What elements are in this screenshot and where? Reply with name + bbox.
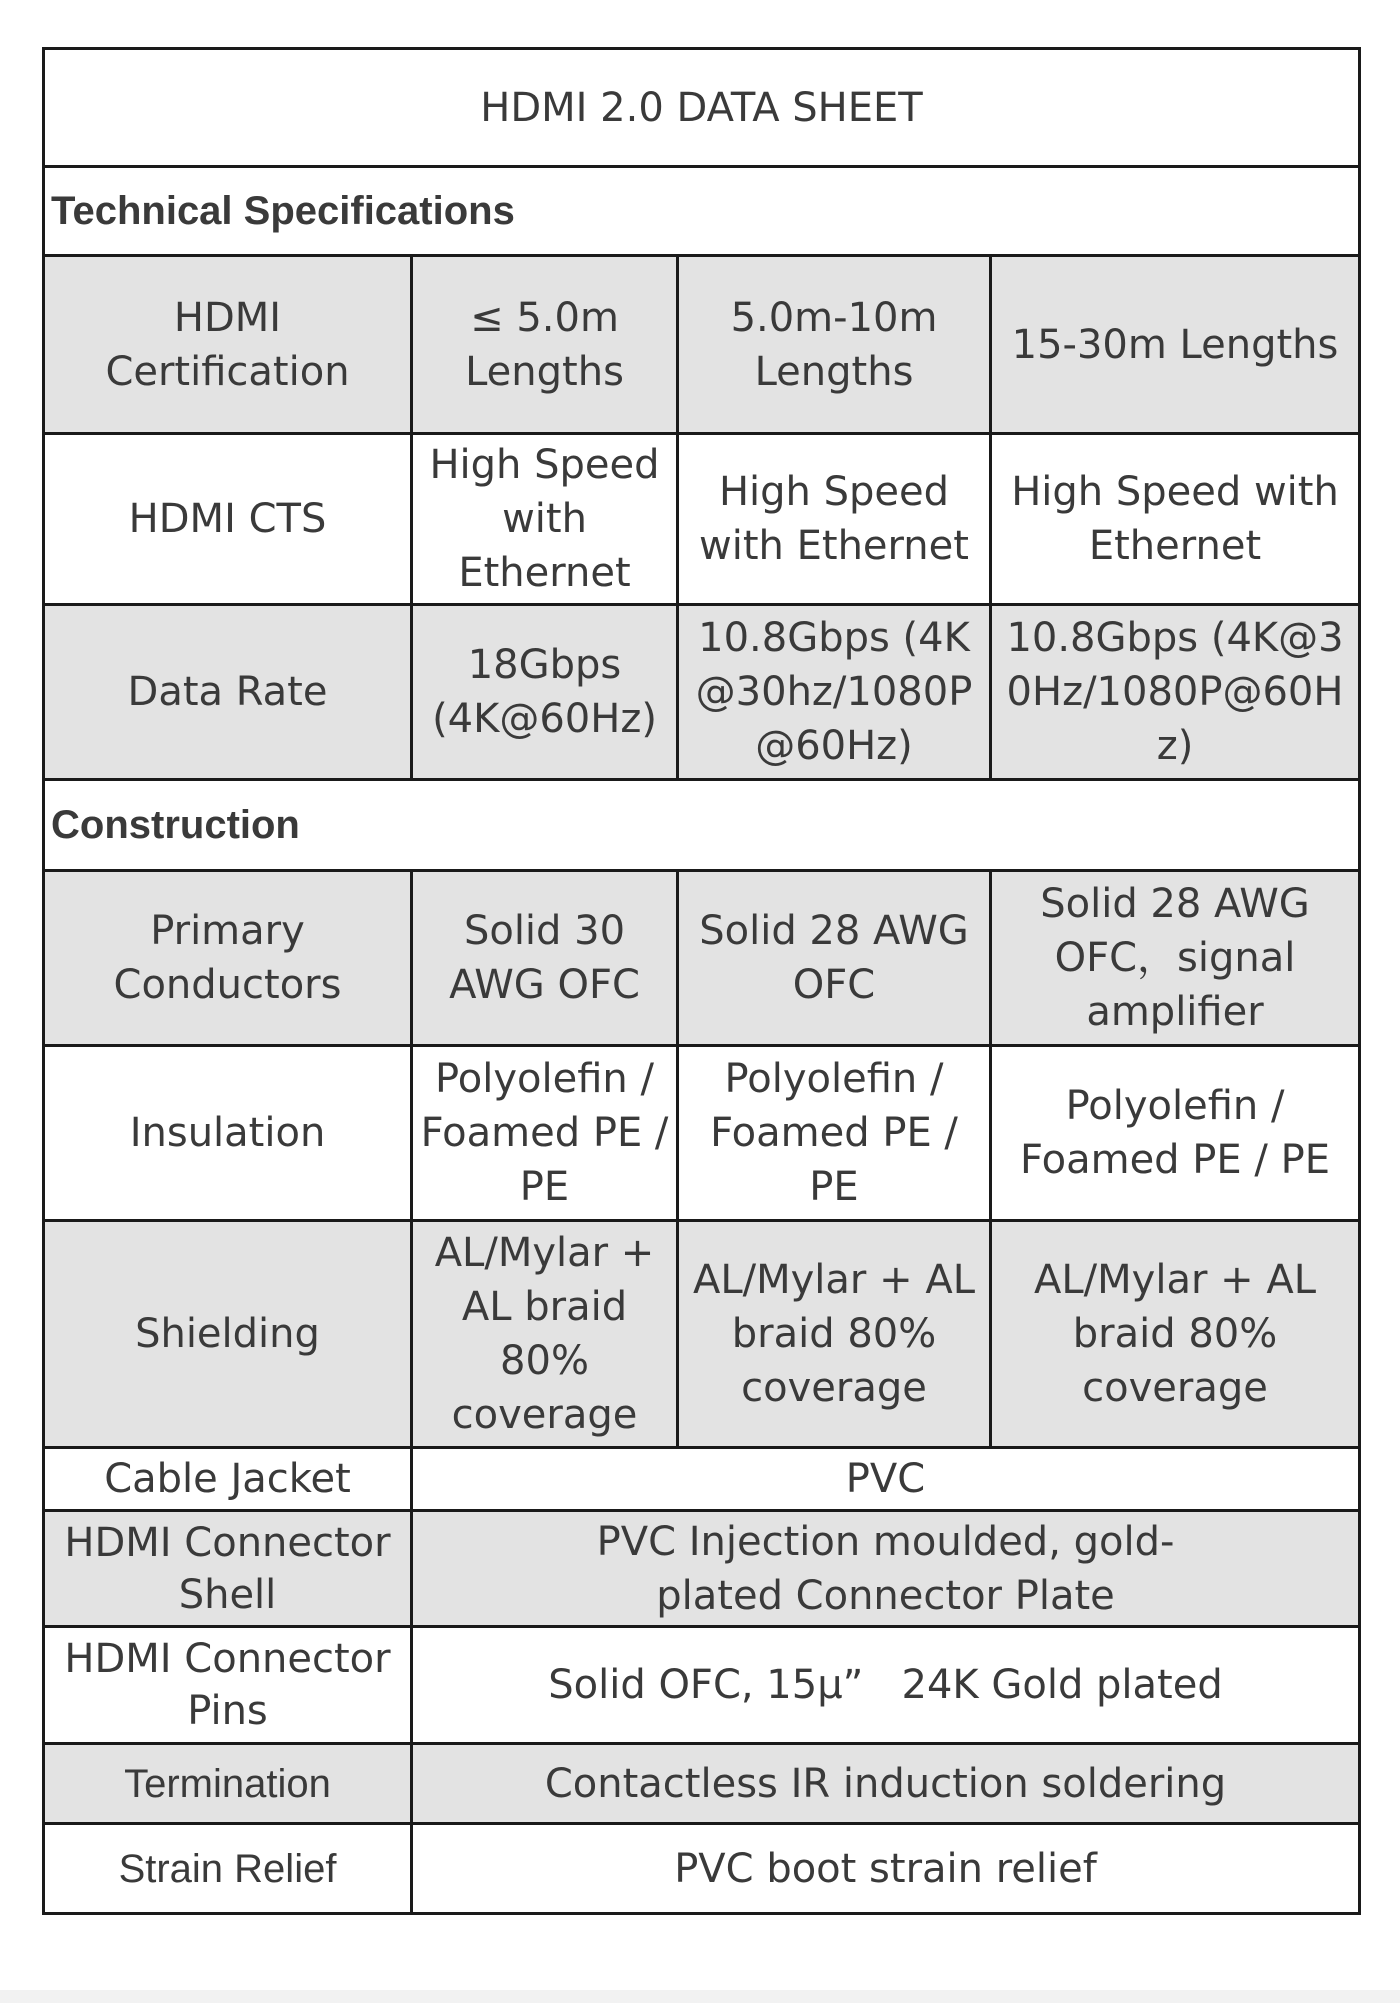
- cell-shielding-medium: AL/Mylar + AL braid 80% coverage: [678, 1221, 991, 1448]
- cell-conductors-medium: Solid 28 AWG OFC: [678, 871, 991, 1046]
- column-header-length-short: ≤ 5.0m Lengths: [412, 256, 678, 434]
- column-header-length-medium: 5.0m-10m Lengths: [678, 256, 991, 434]
- row-label-data-rate: Data Rate: [44, 605, 412, 780]
- table-row: [44, 871, 1360, 1046]
- cell-insulation-medium: Polyolefin / Foamed PE / PE: [678, 1046, 991, 1221]
- row-label-connector-shell: HDMI Connector Shell: [44, 1511, 412, 1627]
- cell-conductors-short: Solid 30 AWG OFC: [412, 871, 678, 1046]
- cell-connector-shell: PVC Injection moulded, gold-plated Connector Plate: [412, 1511, 1360, 1627]
- table-row: [44, 1221, 1360, 1448]
- column-header-length-long: 15-30m Lengths: [991, 256, 1360, 434]
- cell-insulation-short: Polyolefin / Foamed PE / PE: [412, 1046, 678, 1221]
- row-label-connector-pins: HDMI Connector Pins: [44, 1627, 412, 1744]
- row-label-termination: Termination: [44, 1744, 412, 1824]
- row-label-hdmi-certification: HDMI Certification: [44, 256, 412, 434]
- cell-conductors-long: Solid 28 AWG OFC，signal amplifier: [991, 871, 1360, 1046]
- cell-data-rate-medium: 10.8Gbps (4K@30hz/1080P@60Hz): [678, 605, 991, 780]
- table-row: [44, 1744, 1360, 1824]
- cell-data-rate-long: 10.8Gbps (4K@30Hz/1080P@60Hz): [991, 605, 1360, 780]
- table-row: [44, 1046, 1360, 1221]
- row-label-insulation: Insulation: [44, 1046, 412, 1221]
- row-label-shielding: Shielding: [44, 1221, 412, 1448]
- table-row: [44, 1511, 1360, 1627]
- table-row: [44, 256, 1360, 434]
- table-row: [44, 605, 1360, 780]
- cell-insulation-long: Polyolefin / Foamed PE / PE: [991, 1046, 1360, 1221]
- cell-shielding-short: AL/Mylar + AL braid 80% coverage: [412, 1221, 678, 1448]
- cell-shielding-long: AL/Mylar + AL braid 80% coverage: [991, 1221, 1360, 1448]
- section-technical-specifications: Technical Specifications: [44, 167, 1360, 256]
- cell-cts-medium: High Speed with Ethernet: [678, 434, 991, 605]
- sheet-title: HDMI 2.0 DATA SHEET: [44, 49, 1360, 167]
- cell-strain-relief: PVC boot strain relief: [412, 1824, 1360, 1914]
- cell-data-rate-short: 18Gbps (4K@60Hz): [412, 605, 678, 780]
- cell-termination: Contactless IR induction soldering: [412, 1744, 1360, 1824]
- row-label-strain-relief: Strain Relief: [44, 1824, 412, 1914]
- section-construction: Construction: [44, 780, 1360, 871]
- table-row: [44, 1627, 1360, 1744]
- cell-cts-long: High Speed with Ethernet: [991, 434, 1360, 605]
- cell-connector-pins: Solid OFC, 15μ” 24K Gold plated: [412, 1627, 1360, 1744]
- table-row: [44, 1824, 1360, 1914]
- row-label-cable-jacket: Cable Jacket: [44, 1448, 412, 1511]
- table-row: [44, 1448, 1360, 1511]
- cell-cts-short: High Speed with Ethernet: [412, 434, 678, 605]
- cell-cable-jacket: PVC: [412, 1448, 1360, 1511]
- row-label-primary-conductors: Primary Conductors: [44, 871, 412, 1046]
- data-sheet-table: [42, 47, 1361, 1915]
- row-label-hdmi-cts: HDMI CTS: [44, 434, 412, 605]
- table-row: [44, 434, 1360, 605]
